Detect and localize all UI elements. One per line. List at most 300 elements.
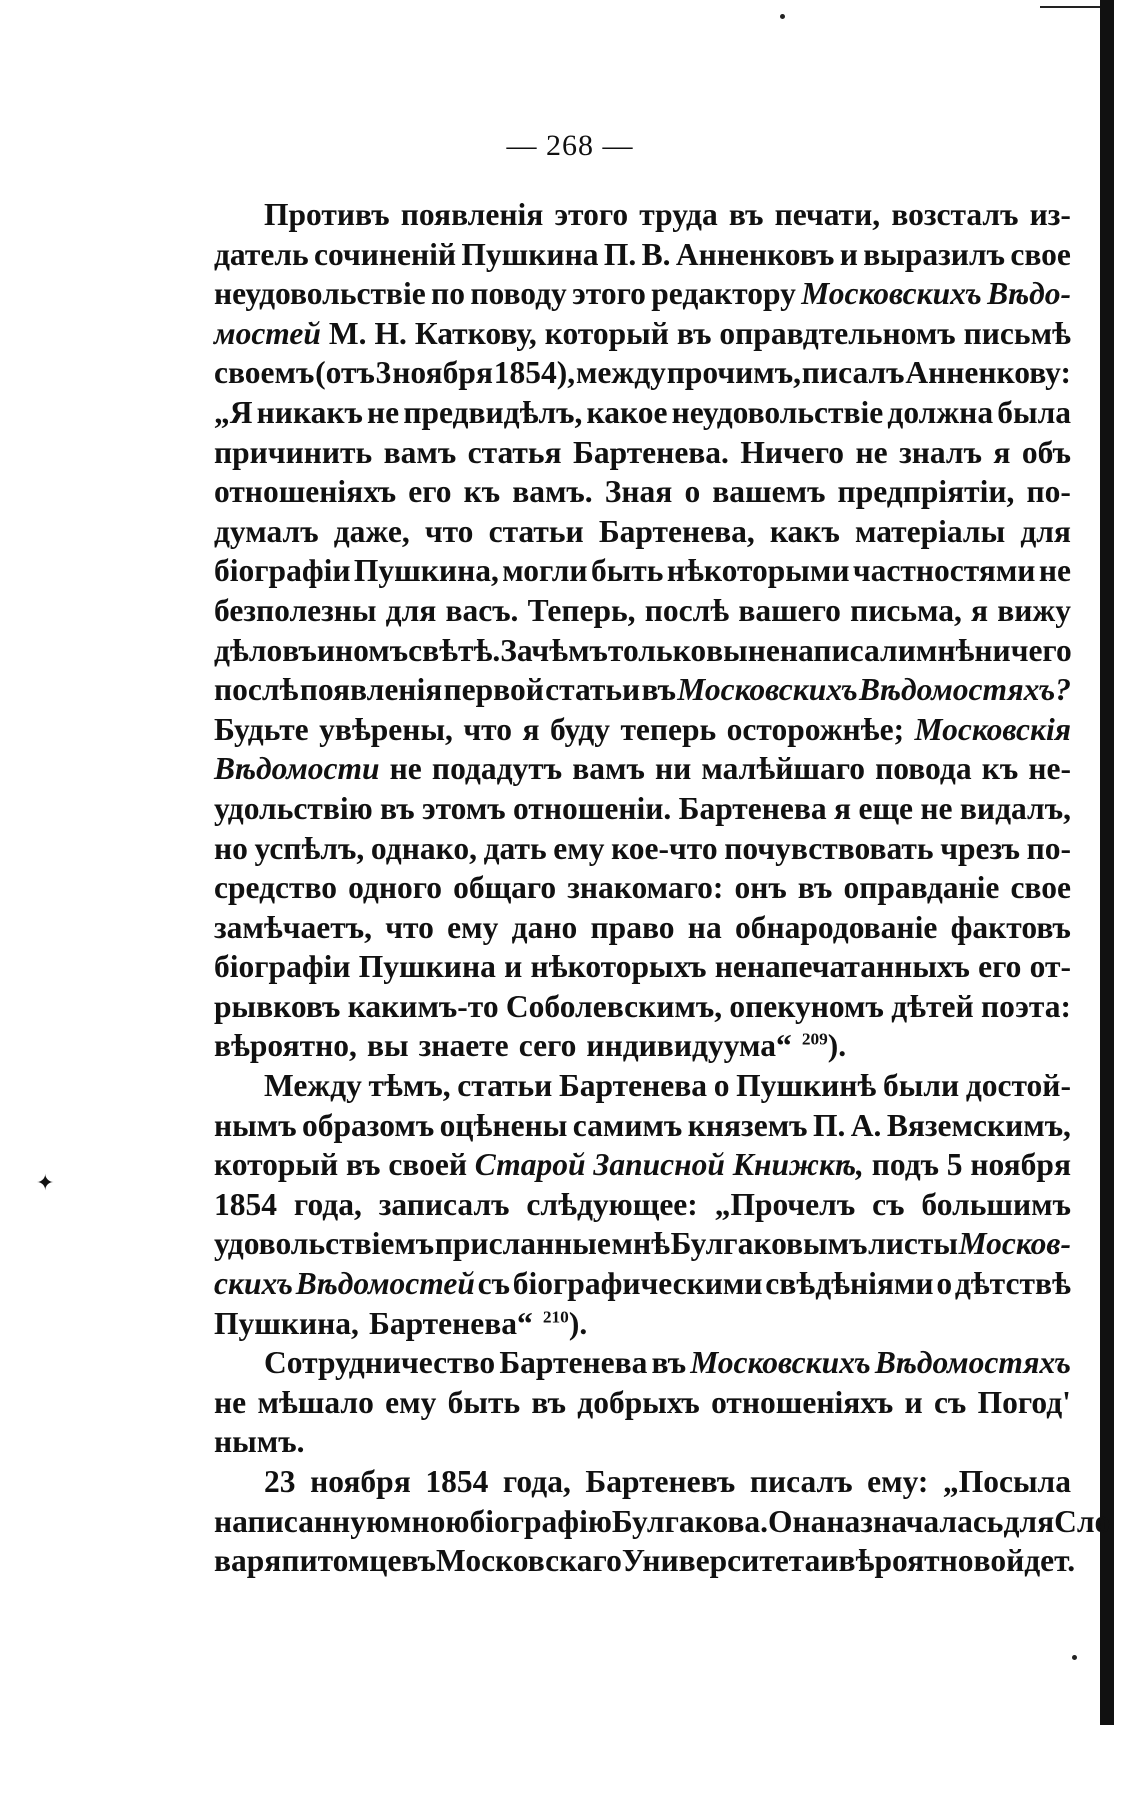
word: 23 [264,1464,296,1499]
word: Московскихъ [801,276,982,312]
word: сочиненій [314,236,457,272]
word: написали [779,632,916,668]
word: поводу [470,276,567,312]
text-line [214,829,1071,869]
scan-speck [1072,1655,1077,1660]
word: однако, [370,830,477,866]
word: почувствовать [724,830,934,866]
word: ноября [970,1147,1071,1183]
word: опекуномъ [729,988,884,1024]
word: от- [1029,949,1071,985]
word: ноября [392,355,493,391]
text-line [214,235,1071,275]
word: записалъ [378,1186,510,1222]
word: нымъ. [214,1424,305,1460]
word: 1854 [425,1464,489,1499]
word: для [385,592,437,628]
word: и [839,236,858,272]
word: Бартенева [558,1068,708,1104]
text-line [214,1026,1071,1066]
text-line [214,1106,1071,1146]
word: вашего [738,592,841,628]
word: первой [443,672,544,708]
word: Сотрудничество [264,1345,496,1381]
text-line [214,1224,1071,1264]
word: Вѣдомостяхъ? [859,672,1071,708]
word: из- [1029,197,1071,232]
word: Ничего [740,434,845,470]
word: обнародованіе [735,909,938,945]
word: Булгаковымъ [670,1226,868,1262]
word: біографіи [214,553,351,589]
word: вы [366,1028,409,1064]
word: право [590,909,675,945]
word: чрезъ [940,830,1020,866]
word: къ [981,751,1019,787]
word: Книжкѣ, [732,1147,864,1183]
word: зналъ [899,434,982,470]
text-line [214,670,1071,710]
word: кое-что [611,830,718,866]
word: $^{210}$). [542,1305,588,1341]
word: Вѣдомостей [295,1266,475,1302]
word: дѣтей [891,988,974,1024]
text-line [214,749,1071,789]
word: Московскихъ [690,1345,871,1381]
word: что [463,711,512,747]
scan-speck [780,14,785,19]
word: нѣкоторыми [666,553,850,589]
word: появленія [400,197,544,232]
text-line [214,1145,1071,1185]
text-line [214,393,1071,433]
word: послѣ [214,672,299,708]
word: своемъ [214,355,315,391]
word: Вѣдо- [987,276,1071,312]
word: средство [214,870,338,906]
word: какъ [769,513,840,549]
word: Москов- [958,1226,1071,1262]
word: дать [483,830,547,866]
word: войдет. [973,1543,1076,1579]
word: съ [477,1266,510,1302]
word: М. [328,315,367,351]
word: о [936,1266,953,1302]
word: питомцевъ [281,1543,437,1579]
word: я [971,592,989,628]
text-line [214,710,1071,750]
word: неудовольствіе [671,394,884,430]
word: Она [768,1503,827,1539]
word: ненапечатанныхъ [714,949,970,985]
word: письмѣ [963,315,1071,351]
word: Бартенева [499,1345,648,1381]
word: ему [553,830,605,866]
word: не [920,790,953,826]
footnote-ref: 210 [542,1307,569,1327]
word: никакъ [256,394,363,430]
word: Н. [374,315,407,351]
text-line [214,1422,1071,1462]
word: ему [385,1384,437,1420]
word: въ [380,790,415,826]
word: дѣтствѣ [954,1266,1071,1302]
word: письма, [850,592,962,628]
word: слѣдующее: [526,1186,698,1222]
word: писалъ [801,355,905,391]
word: подадутъ [431,751,563,787]
word: могли [502,553,588,589]
word: предпріятіи, [837,474,1015,510]
word: видалъ, [959,790,1071,826]
word: быть [447,1384,521,1420]
word: его [408,474,452,510]
word: для [1020,513,1071,549]
text-line [214,1462,1071,1502]
word: Московскихъ [677,672,858,708]
word: удовольствіемъ [214,1226,435,1262]
word: въ [282,632,317,668]
word: статьи [488,513,584,549]
word: увѣрены, [319,711,453,747]
text-line [214,314,1071,354]
word: скихъ [214,1266,294,1302]
word: листы [868,1226,958,1262]
word: ничего [974,632,1072,668]
word: мостей [214,315,321,351]
word: назначалась [826,1503,1004,1539]
word: неудовольствіе [214,276,426,312]
text-line [214,591,1071,631]
word: оцѣнены [439,1107,568,1143]
paragraph [214,1343,1071,1462]
text-line [214,631,1071,671]
word: Бартенева. [573,434,729,470]
word: вамъ [572,751,645,787]
text-line [214,551,1071,591]
word: Анненковъ [675,236,835,272]
word: какое [586,394,668,430]
word: написанную [214,1503,391,1539]
text-line [214,274,1071,314]
word: даже, [333,513,410,549]
word: какимъ-то [347,988,499,1024]
word: самимъ [572,1107,683,1143]
word: Пушкина, [214,1305,359,1341]
word: образомъ [302,1107,435,1143]
word: Булгакова. [611,1503,768,1539]
text-line [214,1502,1111,1542]
word: ему: [867,1464,929,1499]
word: общаго [453,870,557,906]
word: 1854), [493,355,576,391]
paragraph [214,195,1071,1066]
word: безполезны [214,592,377,628]
word: П. [603,236,637,272]
word: были [882,1068,960,1104]
word: мнѣ [611,1226,670,1262]
word: появленія [299,672,443,708]
word: мнѣ [915,632,975,668]
word: Пушкина [358,949,496,985]
word: знакомаго: [567,870,724,906]
word: Каткову, [414,315,537,351]
word: „Прочелъ [714,1186,856,1222]
word: Пушкинѣ [736,1068,877,1104]
text-line [214,1264,1071,1304]
word: Соболевскимъ, [505,988,723,1024]
word: осторожнѣе; [726,711,905,747]
word: буду [549,711,610,747]
word: этого [554,197,629,232]
word: Сло [1054,1503,1111,1539]
word: В. [641,236,671,272]
word: нымъ [214,1107,297,1143]
word: Зачѣмъ [500,632,608,668]
word: біографію [469,1503,612,1539]
scan-right-edge [1100,0,1114,1725]
word: выразилъ [863,236,1005,272]
word: Пушкина, [353,553,499,589]
word: что [424,513,474,549]
word: біографіи [214,949,351,985]
word: мѣшало [257,1384,374,1420]
word: Бартенева, [598,513,755,549]
word: Московскія [914,711,1071,747]
word: должна [887,394,994,430]
word: статьи [457,1068,553,1104]
text-line [214,1066,1071,1106]
word: по- [1026,830,1071,866]
word: свѣдѣніями [765,1266,934,1302]
text-line [214,947,1071,987]
word: Бартенева [678,790,827,826]
word: Вяземскимъ, [886,1107,1071,1143]
word: я [522,711,540,747]
word: возсталъ [891,197,1019,232]
word: въ [728,197,764,232]
text-line [214,868,1071,908]
word: ни [654,751,692,787]
text-line [214,512,1071,552]
word: оправданіе [843,870,1000,906]
word: ему [447,909,499,945]
word: и [820,1543,839,1579]
word: свое [1010,870,1071,906]
word: свѣтѣ. [408,632,501,668]
word: $^{209}$). [801,1028,847,1064]
word: о [713,1068,730,1104]
word: (отъ [315,355,375,391]
word: Бартенева“ [369,1305,533,1341]
word: свое [1010,236,1071,272]
word: вамъ [383,434,457,470]
word: не [367,394,400,430]
paragraph [214,1462,1111,1581]
word: Будьте [214,711,309,747]
word: 1854 [214,1186,277,1222]
word: мною [390,1503,470,1539]
word: Московскаго [436,1543,622,1579]
word: въ [345,1147,381,1183]
word: Погод' [977,1384,1071,1420]
word: рывковъ [214,988,341,1024]
word: частностями [852,553,1036,589]
word: вижу [997,592,1071,628]
word: Старой [474,1147,586,1183]
text-line [214,987,1071,1027]
word: и [904,1384,923,1420]
word: я [993,434,1011,470]
body-text [214,195,1111,1581]
word: и [504,949,523,985]
paragraph [214,1066,1071,1343]
word: 3 [375,355,392,391]
word: писалъ [749,1464,853,1499]
word: въ [676,315,712,351]
word: 5 [946,1147,963,1183]
word: между [575,355,666,391]
word: удольствію [214,790,373,826]
word: къ [463,474,501,510]
word: въ [531,1384,566,1420]
word: статьи [545,672,641,708]
word: года, [293,1186,362,1222]
text-line [214,195,1071,235]
word: этого [572,276,646,312]
word: не [855,434,888,470]
word: отношеніи. [513,790,672,826]
word: „Посыла [942,1464,1071,1499]
word: съ [933,1384,967,1420]
text-line [214,1185,1071,1225]
word: въ [641,672,677,708]
margin-mark: ✦ [36,1170,55,1195]
word: сего [518,1028,577,1064]
word: по [431,276,465,312]
word: въ [651,1345,687,1381]
word: иномъ [316,632,409,668]
text-line [214,1383,1071,1423]
word: но [214,830,248,866]
word: Вѣдомостяхъ [874,1345,1071,1381]
word: біографическими [512,1266,763,1302]
word: Противъ [264,197,390,232]
text-line [214,1343,1071,1383]
word: еще [858,790,914,826]
word: матеріалы [854,513,1006,549]
word: фактовъ [950,909,1071,945]
word: не- [1028,751,1071,787]
word: тѣмъ, [368,1068,451,1104]
text-line [214,472,1071,512]
word: нѣкоторыхъ [530,949,707,985]
word: оправдтельномъ [719,315,956,351]
word: думалъ [214,513,319,549]
word: подъ [871,1147,939,1183]
word: я [834,790,852,826]
word: ноября [310,1464,411,1499]
word: отношеніяхъ [214,474,397,510]
word: датель [214,236,309,272]
word: вы [706,632,748,668]
text-line [214,789,1071,829]
word: о [684,474,701,510]
text-line [214,908,1071,948]
text-line [214,433,1071,473]
word: предвидѣлъ, [403,394,583,430]
word: вашемъ [712,474,826,510]
word: поэта: [980,988,1071,1024]
word: индивидуума“ [586,1028,792,1064]
word: Записной [593,1147,725,1183]
word: не [747,632,780,668]
word: послѣ [644,592,730,628]
word: который [214,1147,339,1183]
word: отношеніяхъ [711,1384,894,1420]
word: была [997,394,1071,430]
word: не [1038,553,1071,589]
word: печати, [774,197,881,232]
word: съ [872,1186,905,1222]
word: только [607,632,707,668]
word: прочимъ, [666,355,801,391]
word: знаете [418,1028,509,1064]
word: на [687,909,722,945]
word: „Я [214,394,253,430]
word: добрыхъ [577,1384,700,1420]
word: года, [502,1464,571,1499]
word: достой- [965,1068,1071,1104]
word: повода [875,751,972,787]
word: замѣчаетъ, [214,909,372,945]
word: для [1003,1503,1055,1539]
word: Анненкову: [905,355,1071,391]
word: Зная [604,474,673,510]
word: варя [214,1543,282,1579]
text-line [214,353,1071,393]
word: Теперь, [527,592,636,628]
word: не [214,1384,247,1420]
word: васъ. [445,592,519,628]
word: который [544,315,669,351]
word: Пушкина [461,236,599,272]
word: малѣйшаго [701,751,866,787]
word: большимъ [921,1186,1071,1222]
word: Между [264,1068,362,1104]
word: теперь [620,711,717,747]
word: причинить [214,434,373,470]
word: вѣроятно, [214,1028,357,1064]
word: Вѣдомости [214,751,380,787]
word: въ [797,870,833,906]
word: не [389,751,422,787]
word: вѣроятно [838,1543,974,1579]
word: княземъ [687,1107,808,1143]
text-line [214,1304,1071,1344]
word: дѣло [214,632,283,668]
word: онъ [734,870,787,906]
word: присланные [434,1226,611,1262]
word: что [385,909,434,945]
word: успѣлъ, [254,830,365,866]
word: Университета [621,1543,821,1579]
word: по- [1026,474,1071,510]
word: А. [850,1107,882,1143]
word: объ [1021,434,1071,470]
word: этомъ [422,790,506,826]
word: вамъ. [512,474,593,510]
